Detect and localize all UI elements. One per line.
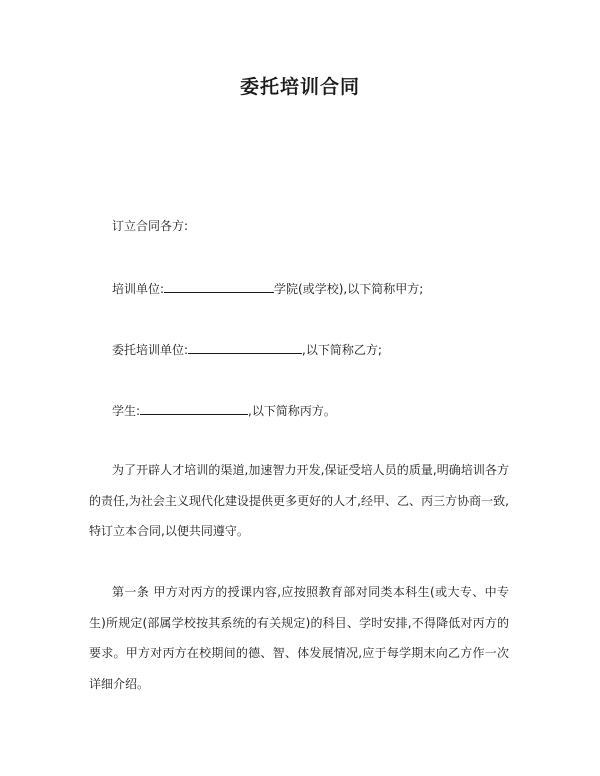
preamble-paragraph: 为了开辟人才培训的渠道,加速智力开发,保证受培人员的质量,明确培训各方的责任,为社会主义现代化建设提供更多更好的人才,经甲、乙、丙三方协商一致,特订立本合同,以便共同遵守。 <box>89 463 509 538</box>
student-blank <box>140 402 248 415</box>
student-suffix: ,以下简称丙方。 <box>248 404 336 418</box>
training-unit-blank <box>164 280 274 293</box>
student-line <box>112 402 336 419</box>
parties-intro: 订立合同各方: <box>112 219 189 233</box>
entrusting-unit-blank <box>188 341 302 354</box>
article-1-paragraph: 第一条 甲方对丙方的授课内容,应按照教育部对同类本科生(或大专、中专生)所规定(部属学校按其系统的有关规定)的科目、学时安排,不得降低对丙方的要求。甲方对丙方在校期间的德、智、体发展情况,应于每学期末向乙方作一次详细介绍。 <box>89 585 509 691</box>
training-unit-label: 培训单位: <box>112 282 165 296</box>
entrusting-unit-line <box>112 341 382 358</box>
entrusting-unit-label: 委托培训单位: <box>112 343 189 357</box>
student-label: 学生: <box>112 404 141 418</box>
entrusting-unit-suffix: ,以下简称乙方; <box>302 343 382 357</box>
training-unit-line <box>112 280 423 297</box>
training-unit-suffix: 学院(或学校),以下简称甲方; <box>274 282 424 296</box>
document-title: 委托培训合同 <box>239 76 360 98</box>
